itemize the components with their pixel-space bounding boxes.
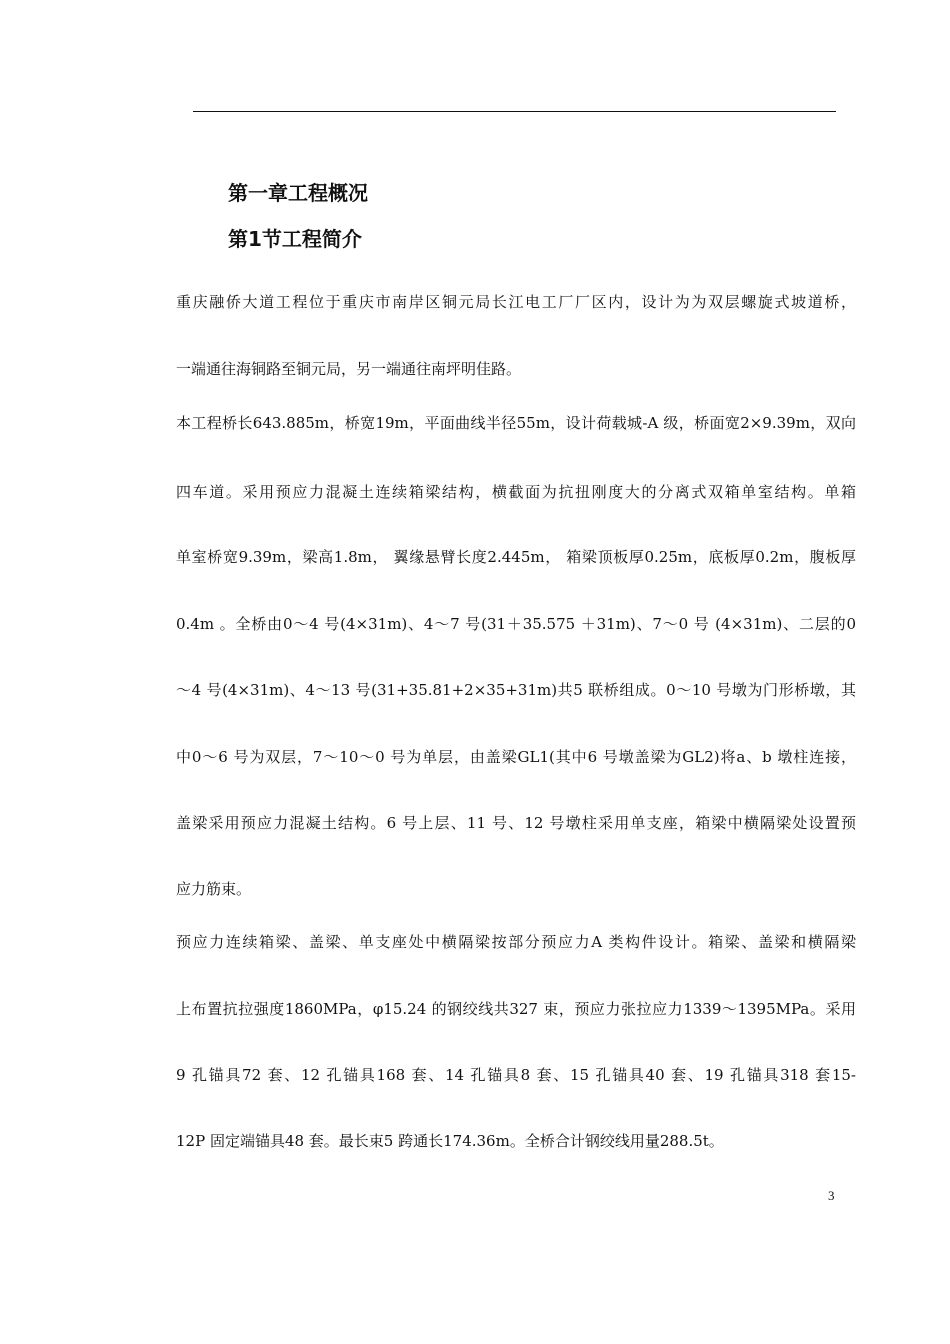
chapter-title: 第一章工程概况 <box>228 181 368 205</box>
body-line: ～4 号(4×31m)、4～13 号(31+35.81+2×35+31m)共5 联桥组成。0～10 号墩为门形桥墩，其 <box>176 681 856 699</box>
body-line: 单室桥宽9.39m，梁高1.8m， 翼缘悬臂长度2.445m， 箱梁顶板厚0.25m，底板厚0.2m，腹板厚 <box>176 548 856 566</box>
body-line: 9 孔锚具72 套、12 孔锚具168 套、14 孔锚具8 套、15 孔锚具40 套、19 孔锚具318 套15- <box>176 1066 856 1084</box>
page-number: 3 <box>828 1188 835 1203</box>
body-line: 0.4m 。全桥由0～4 号(4×31m)、4～7 号(31＋35.575 ＋31m)、7～0 号 (4×31m)、二层的0 <box>176 615 856 633</box>
body-line: 本工程桥长643.885m，桥宽19m，平面曲线半径55m，设计荷载城-A 级，桥面宽2×9.39m，双向 <box>176 414 856 432</box>
body-line: 上布置抗拉强度1860MPa，φ15.24 的钢绞线共327 束，预应力张拉应力1339～1395MPa。采用 <box>176 1000 856 1018</box>
header-rule <box>193 111 836 112</box>
body-line: 中0～6 号为双层，7～10～0 号为单层，由盖梁GL1(其中6 号墩盖梁为GL2)将a、b 墩柱连接， <box>176 748 856 766</box>
section-title: 第1节工程简介 <box>228 227 362 251</box>
body-line: 盖梁采用预应力混凝土结构。6 号上层、11 号、12 号墩柱采用单支座，箱梁中横隔梁处设置预 <box>176 814 856 832</box>
body-line: 一端通往海铜路至铜元局，另一端通往南坪明佳路。 <box>176 360 522 378</box>
body-line: 12P 固定端锚具48 套。最长束5 跨通长174.36m。全桥合计钢绞线用量288.5t。 <box>176 1132 724 1150</box>
body-line: 应力筋束。 <box>176 880 252 898</box>
body-line: 预应力连续箱梁、盖梁、单支座处中横隔梁按部分预应力A 类构件设计。箱梁、盖梁和横隔梁 <box>176 933 856 951</box>
body-line: 四车道。采用预应力混凝土连续箱梁结构，横截面为抗扭刚度大的分离式双箱单室结构。单箱 <box>176 483 856 501</box>
body-line: 重庆融侨大道工程位于重庆市南岸区铜元局长江电工厂厂区内，设计为为双层螺旋式坡道桥， <box>176 293 856 311</box>
